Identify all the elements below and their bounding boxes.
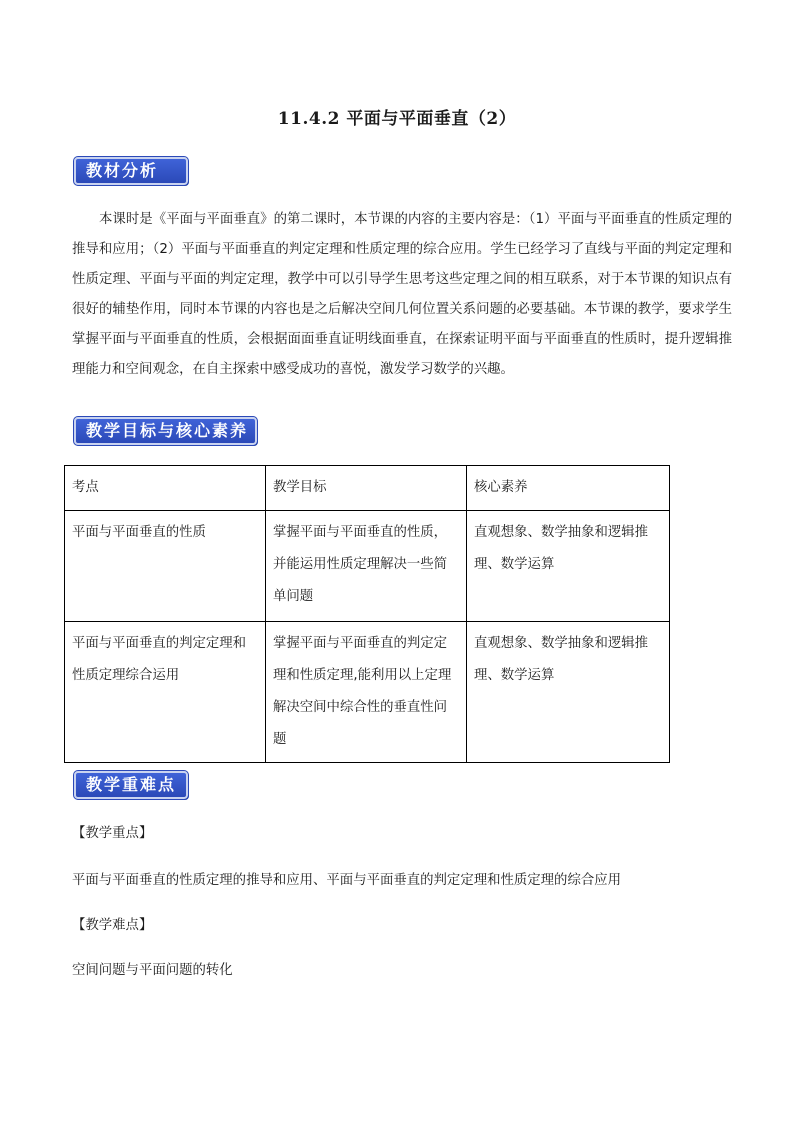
focus-text: 平面与平面垂直的性质定理的推导和应用、平面与平面垂直的判定定理和性质定理的综合应用: [72, 873, 622, 888]
table-row: [65, 511, 670, 622]
table-cell: 掌握平面与平面垂直的性质，并能运用性质定理解决一些简单问题: [266, 511, 467, 622]
section-heading-analysis: 教材分析: [74, 157, 188, 185]
column-header-teaching-goal: 教学目标: [266, 466, 467, 511]
difficulty-label: 【教学难点】: [72, 918, 153, 933]
table-cell: 掌握平面与平面垂直的判定定理和性质定理,能利用以上定理解决空间中综合性的垂直性问题: [266, 622, 467, 763]
table-header-row: [65, 466, 670, 511]
table-cell: 平面与平面垂直的判定定理和性质定理综合运用: [65, 622, 266, 763]
difficulty-text: 空间问题与平面问题的转化: [72, 963, 233, 978]
objectives-table: [64, 465, 670, 763]
table-row: [65, 622, 670, 763]
analysis-paragraph: 本课时是《平面与平面垂直》的第二课时，本节课的内容的主要内容是：（1）平面与平面垂直的性质定理的推导和应用；（2）平面与平面垂直的判定定理和性质定理的综合应用。学生已经学习了直线与平面的判定定理和性质定理、平面与平面的判定定理，教学中可以引导学生思考这些定理之间的相互联系，对于本节课的知识点有很好的辅垫作用，同时本节课的内容也是之后解决空间几何位置关系问题的必要基础。本节课的教学，要求学生掌握平面与平面垂直的性质，会根据面面垂直证明线面垂直，在探索证明平面与平面垂直的性质时，提升逻辑推理能力和空间观念，在自主探索中感受成功的喜悦，激发学习数学的兴趣。: [72, 212, 732, 377]
section-heading-keypoints: 教学重难点: [74, 771, 188, 799]
focus-label: 【教学重点】: [72, 826, 153, 841]
page-title: 11.4.2 平面与平面垂直（2）: [277, 109, 517, 129]
table-cell: 直观想象、数学抽象和逻辑推理、数学运算: [467, 622, 670, 763]
section-heading-objectives: 教学目标与核心素养: [74, 417, 257, 445]
table-cell: 直观想象、数学抽象和逻辑推理、数学运算: [467, 511, 670, 622]
table-cell: 平面与平面垂直的性质: [65, 511, 266, 622]
column-header-exam-point: 考点: [65, 466, 266, 511]
column-header-core-literacy: 核心素养: [467, 466, 670, 511]
